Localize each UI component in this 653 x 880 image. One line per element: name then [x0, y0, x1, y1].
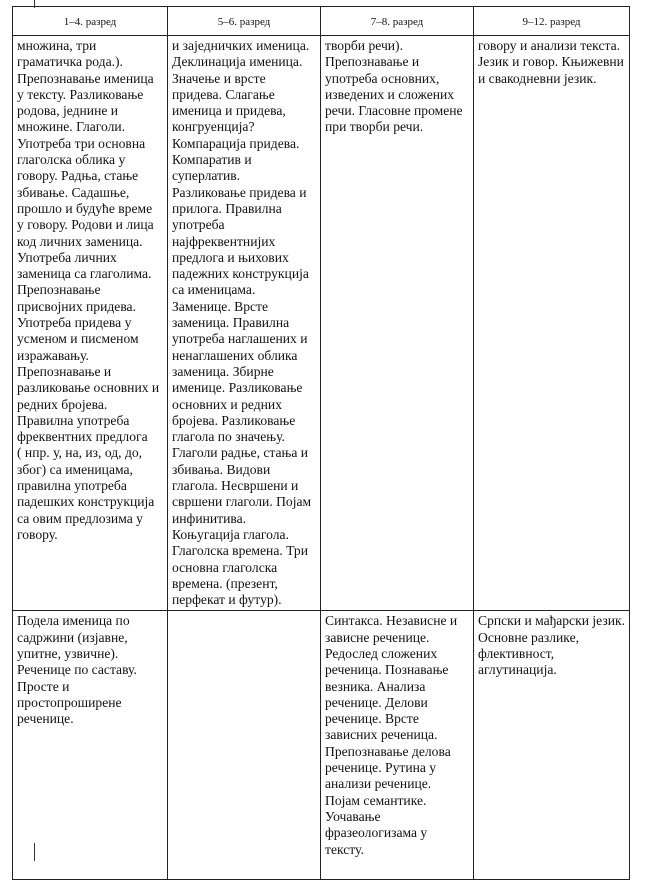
header-grade-1-4: 1–4. разред [13, 7, 168, 36]
header-grade-5-6: 5–6. разред [168, 7, 321, 36]
cell-text: множина, три граматичка рода.). Препознавање именица у тексту. Разликовање родова, једнине и множине. Глаголи. Употреба три основна глаголска облика у говору. Радња, стање збивање. Садашње, прошло и будуће време у говору. Родови и лица код личних заменица. Употреба личних заменица са глаголима. Препознавање присвојних придева. Употреба придева у усменом и писменом изражавању. Препознавање и разликовање основних и редних бројева. Правилна употреба фреквентних предлога ( нпр. у, на, из, од, до, због) са именицама, правилна употреба падешких конструкција са овим предлозима у говору. [17, 38, 160, 542]
cell-text: Подела именица по садржини (изјавне, упитне, узвичне). Реченице по саставу. Просте и простопроширене реченице. [17, 613, 137, 727]
table-cell [474, 36, 630, 611]
table-cell [474, 611, 630, 880]
header-grade-7-8: 7–8. разред [321, 7, 474, 36]
cell-text: и заједничких именица. Деклинација именица. Значење и врсте придева. Слагање именица и придева, конгруенција? Компарација придева. Компаратив и суперлатив. Разликовање придева и прилога. Правилна употреба најфреквентнијих предлога и њихових падежних конструкција са именицама. Заменице. Врсте заменица. Правилна употреба наглашених и ненаглашених облика заменица. Збирне именице. Разликовање основних и редних бројева. Разликовање глагола по значењу. Глаголи радње, стања и збивања. Видови глагола. Несвршени и свршени глаголи. Појам инфинитива. Коњугација глагола. Глаголска времена. Три основна глаголска времена. (презент, перфекат и футур). [172, 38, 312, 608]
table-cell [321, 36, 474, 611]
table-row [13, 36, 630, 611]
table-cell [13, 611, 168, 880]
table-cell [321, 611, 474, 880]
cell-text: говору и анализи текста. Језик и говор. Књижевни и свакодневни језик. [478, 38, 624, 86]
cell-text: творби речи). Препознавање и употреба основних, изведених и сложених речи. Гласовне промене при творби речи. [325, 38, 463, 135]
table-row [13, 611, 630, 880]
cell-text: Синтакса. Независне и зависне реченице. Редослед сложених реченица. Познавање везника. Анализа реченице. Делови реченице. Врсте зависних реченица. Препознавање делова реченице. Рутина у анализи реченице. Појам семантике. Уочавање фразеологизама у тексту. [325, 613, 458, 857]
curriculum-table [12, 6, 630, 880]
table-cell [13, 36, 168, 611]
table-cell [168, 611, 321, 880]
header-row [13, 7, 630, 36]
header-grade-9-12: 9–12. разред [474, 7, 630, 36]
table-cell [168, 36, 321, 611]
cell-text: Српски и мађарски језик. Основне разлике, флективност, аглутинација. [478, 613, 625, 678]
